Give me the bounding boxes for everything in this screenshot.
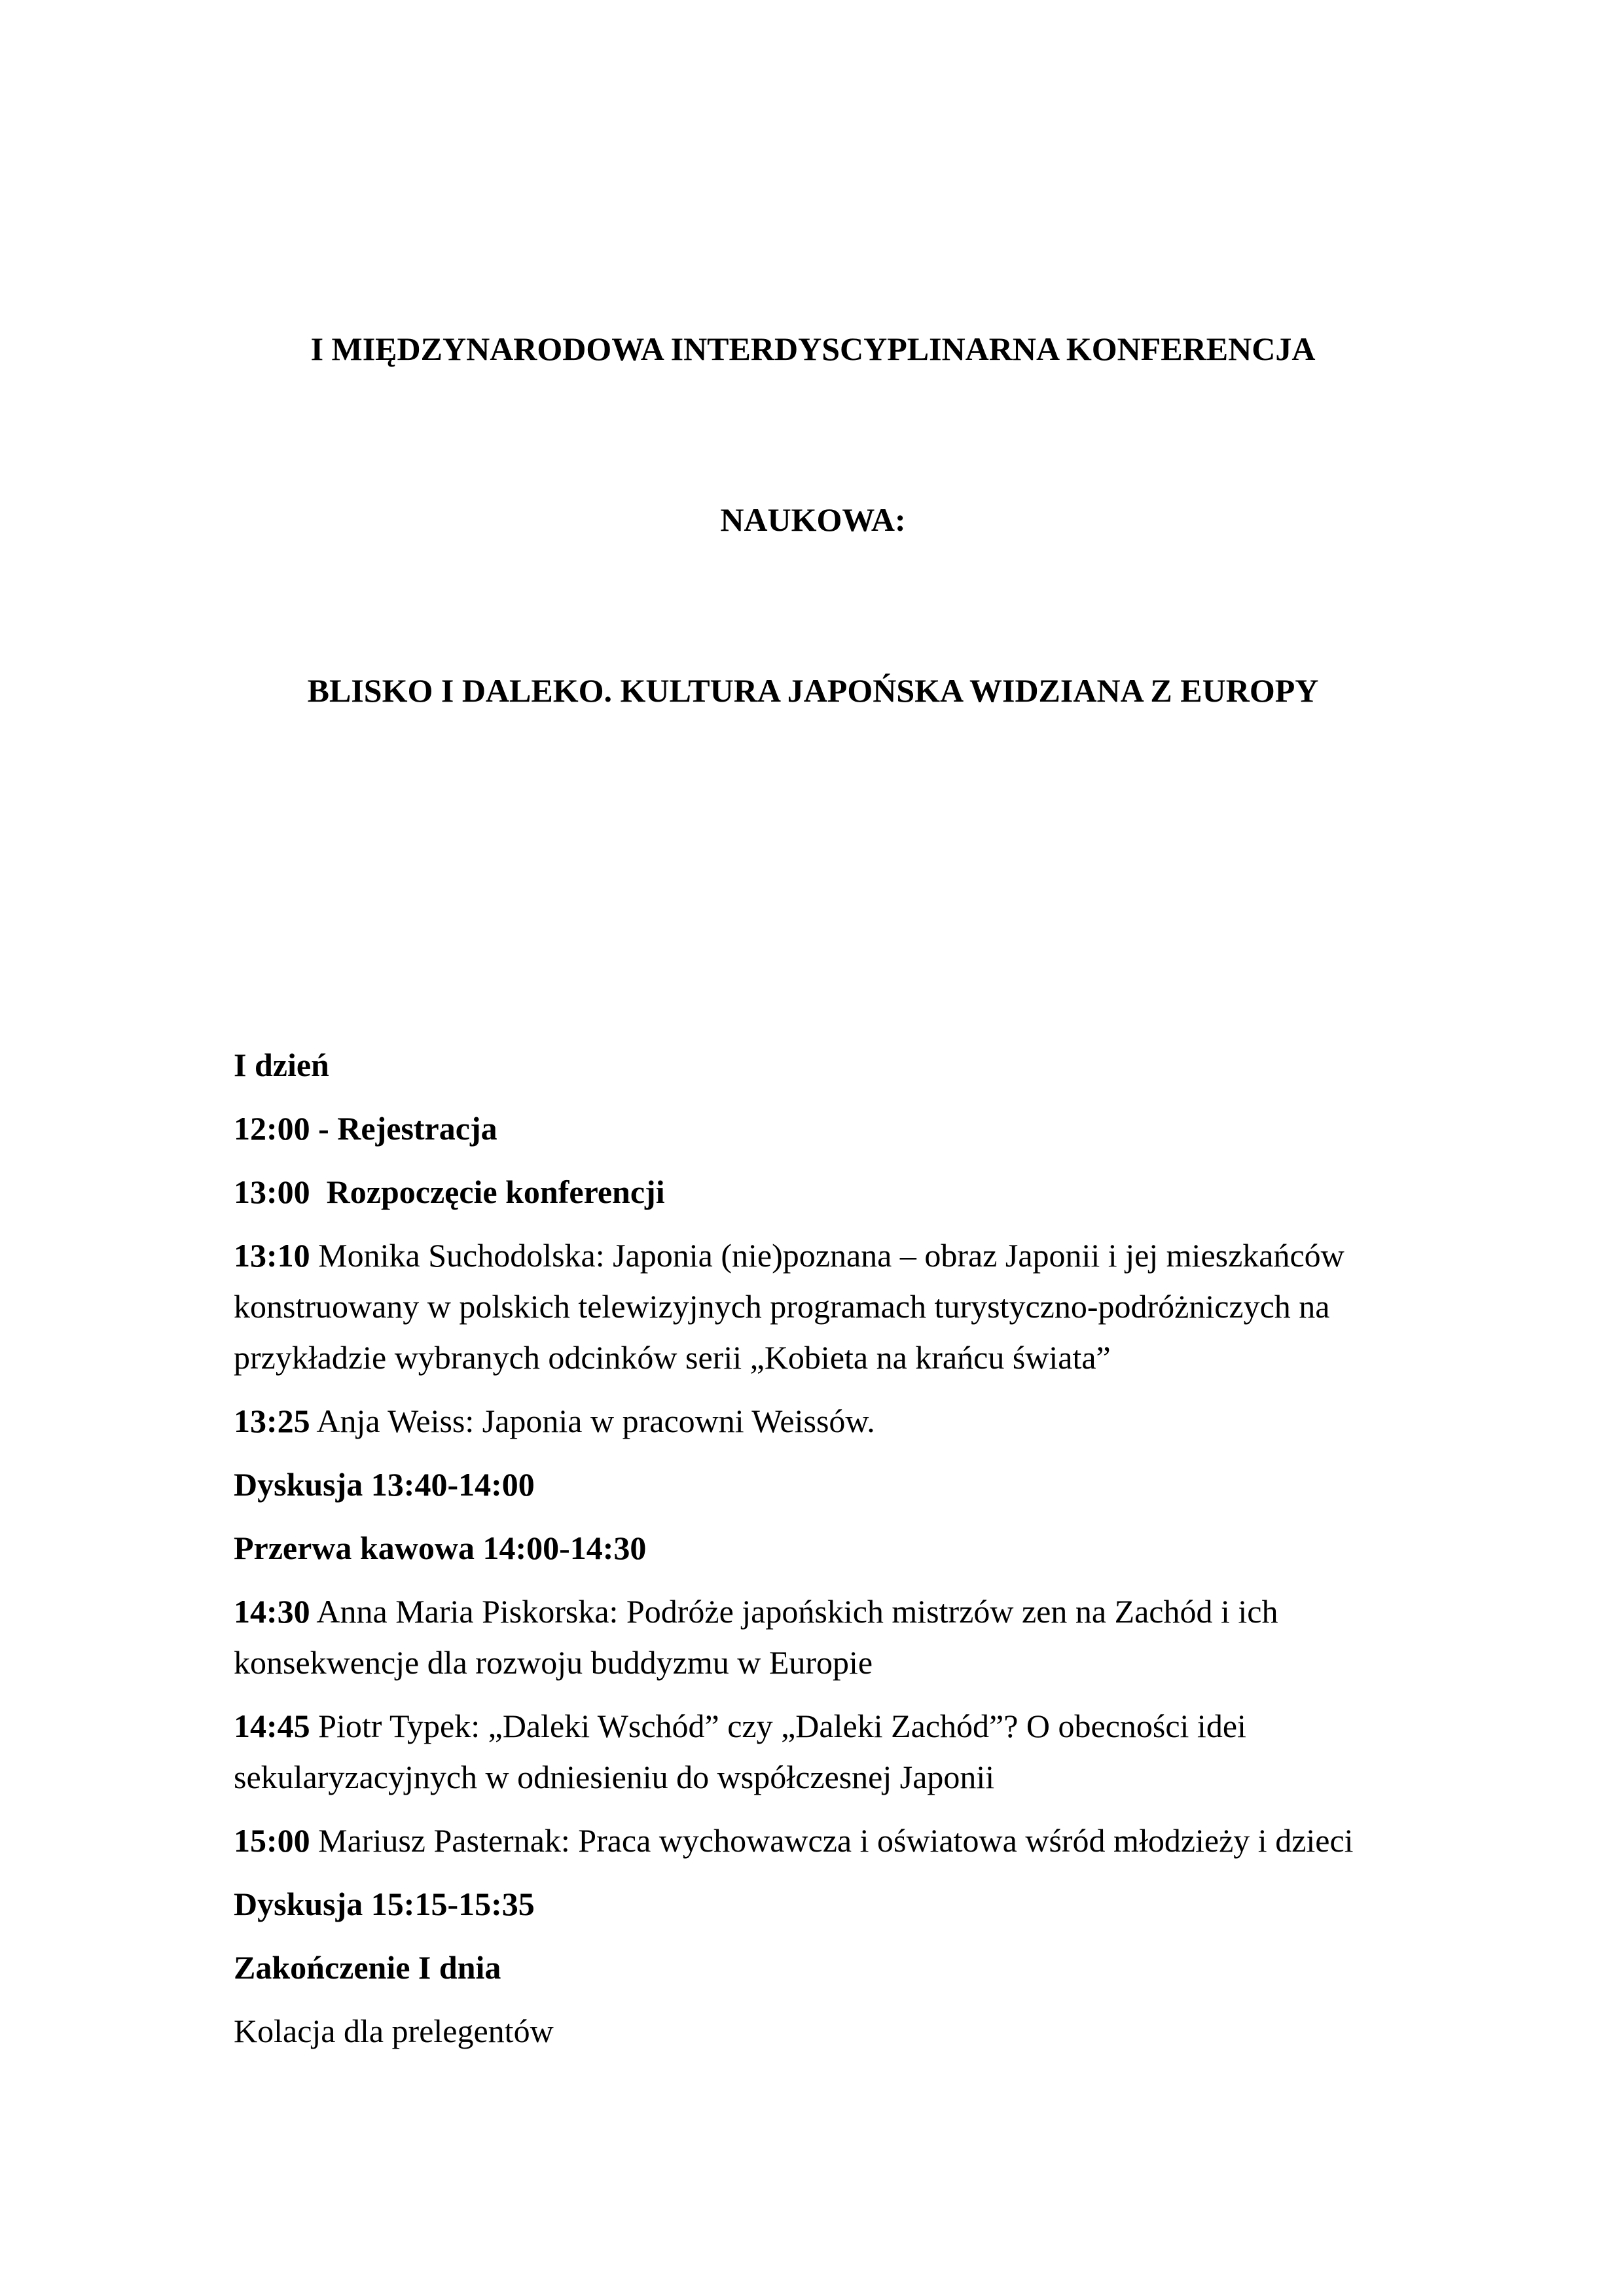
schedule-item [234, 1700, 1392, 1803]
item-text: Mariusz Pasternak: Praca wychowawcza i oświatowa wśród młodzieży i dzieci [310, 1822, 1354, 1859]
schedule-item [234, 1522, 1392, 1573]
document-title [234, 207, 1392, 833]
title-line-1: I MIĘDZYNARODOWA INTERDYSCYPLINARNA KONFERENCJA [310, 331, 1316, 367]
item-text: Piotr Typek: „Daleki Wschód” czy „Daleki Zachód”? O obecności idei sekularyzacyjnych w odniesieniu do współczesnej Japonii [234, 1708, 1255, 1795]
schedule-item [234, 1103, 1392, 1154]
day-1-schedule [234, 1039, 1392, 2056]
schedule-item [234, 1166, 1392, 1217]
item-time: 15:00 [234, 1822, 310, 1859]
item-text: Kolacja dla prelegentów [234, 2013, 554, 2049]
item-text: Monika Suchodolska: Japonia (nie)poznana – obraz Japonii i jej mieszkańców konstruowany w polskich telewizyjnych programach turystyczno-podróżniczych na przykładzie wybranych odcinków serii „Kobieta na krańcu świata” [234, 1237, 1353, 1376]
schedule-item [234, 2005, 1392, 2056]
item-heading: Przerwa kawowa 14:00-14:30 [234, 1530, 647, 1566]
item-heading: Zakończenie I dnia [234, 1949, 501, 1986]
item-time: 13:10 [234, 1237, 310, 1274]
schedule-item [234, 1878, 1392, 1929]
title-line-2: NAUKOWA: [720, 501, 906, 538]
title-line-3: BLISKO I DALEKO. KULTURA JAPOŃSKA WIDZIANA Z EUROPY [307, 672, 1319, 709]
schedule-item [234, 1942, 1392, 1993]
schedule-item [234, 1230, 1392, 1383]
schedule-item [234, 1039, 1392, 1090]
item-time: 14:30 [234, 1593, 310, 1630]
item-text: Anja Weiss: Japonia w pracowni Weissów. [310, 1403, 875, 1439]
schedule-item [234, 1459, 1392, 1510]
item-heading: I dzień [234, 1047, 329, 1083]
schedule-item [234, 1586, 1392, 1688]
item-heading: Dyskusja 15:15-15:35 [234, 1886, 535, 1922]
item-text: Anna Maria Piskorska: Podróże japońskich mistrzów zen na Zachód i ich konsekwencje dla rozwoju buddyzmu w Europie [234, 1593, 1286, 1681]
schedule-item [234, 1395, 1392, 1446]
item-heading: 12:00 - Rejestracja [234, 1110, 497, 1147]
item-time: 14:45 [234, 1708, 310, 1744]
item-heading: 13:00 Rozpoczęcie konferencji [234, 1174, 665, 1210]
item-time: 13:25 [234, 1403, 310, 1439]
schedule-item [234, 1815, 1392, 1866]
item-heading: Dyskusja 13:40-14:00 [234, 1466, 535, 1503]
